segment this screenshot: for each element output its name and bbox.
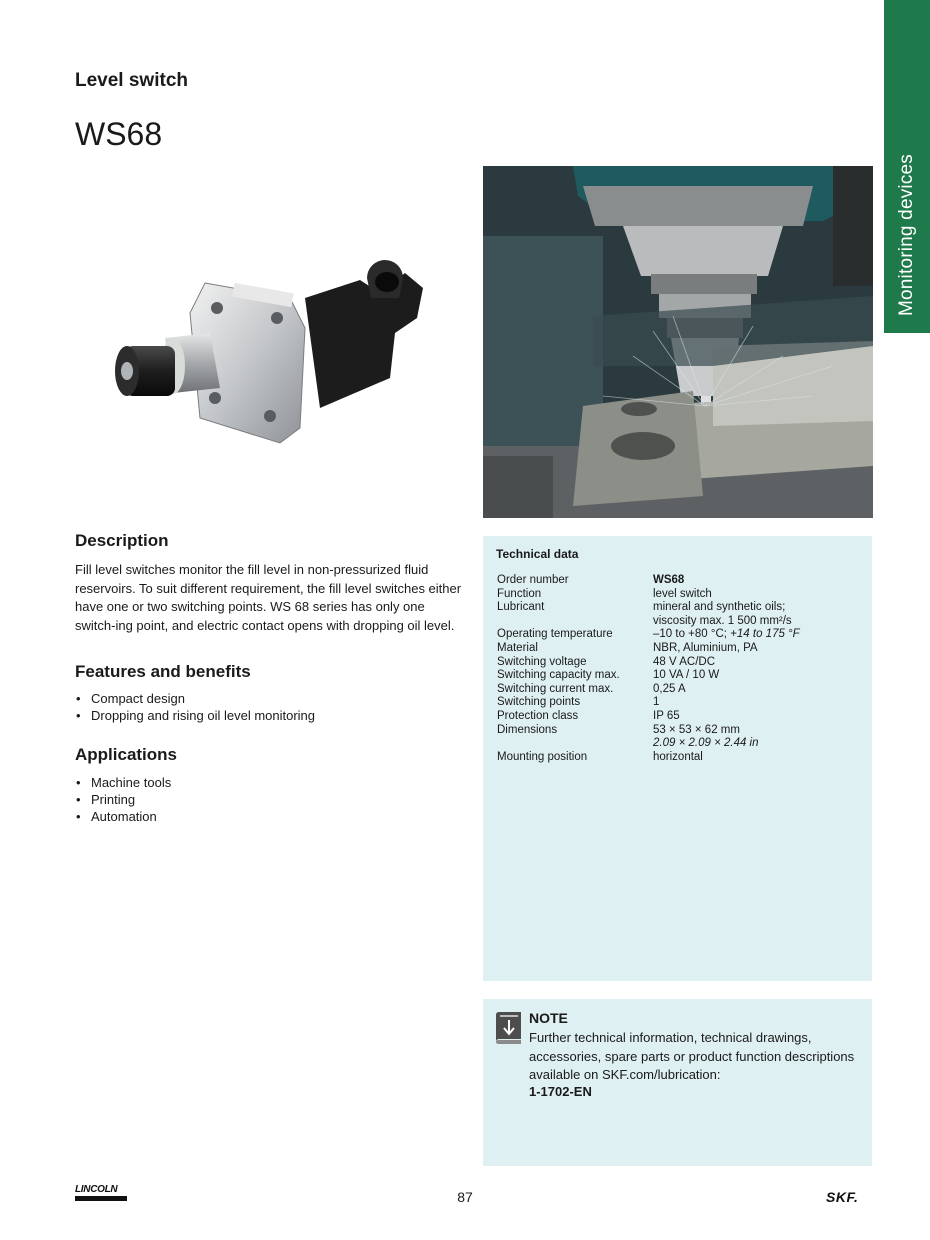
table-row bbox=[497, 615, 867, 629]
spec-label: Protection class bbox=[497, 709, 579, 722]
spec-label: Order number bbox=[497, 574, 569, 586]
list-item: • Automation bbox=[75, 808, 171, 825]
spec-value bbox=[653, 751, 867, 765]
table-row bbox=[497, 628, 867, 642]
spec-value bbox=[653, 737, 867, 751]
spec-value bbox=[653, 574, 867, 588]
machine-photo bbox=[483, 166, 873, 518]
table-row bbox=[497, 669, 867, 683]
skf-logo: SKF. bbox=[826, 1189, 859, 1205]
spec-value-imperial: 2.09 × 2.09 × 2.44 in bbox=[653, 737, 759, 750]
note-text: Further technical information, technical drawings, accessories, spare parts or product function descriptions available on SKF.com/lubrication: bbox=[529, 1030, 855, 1082]
list-item: • Printing bbox=[75, 791, 171, 808]
spec-value-text: horizontal bbox=[653, 750, 703, 763]
list-item: • Dropping and rising oil level monitoring bbox=[75, 707, 315, 724]
applications-list bbox=[75, 774, 171, 825]
note-title: NOTE bbox=[529, 1010, 568, 1026]
product-photo bbox=[105, 258, 435, 458]
spec-value bbox=[653, 724, 867, 738]
spec-value-text: 0,25 A bbox=[653, 682, 686, 695]
note-panel bbox=[483, 999, 872, 1166]
spec-value-text: viscosity max. 1 500 mm²/s bbox=[653, 614, 792, 627]
page-number: 87 bbox=[457, 1189, 473, 1205]
table-row bbox=[497, 751, 867, 765]
spec-label: Switching points bbox=[497, 696, 581, 709]
applications-heading: Applications bbox=[75, 745, 178, 764]
side-tab-label: Monitoring devices bbox=[896, 153, 917, 317]
book-download-icon bbox=[494, 1011, 524, 1045]
spec-value bbox=[653, 656, 867, 670]
spec-value-text: 1 bbox=[653, 696, 660, 709]
list-item: • Compact design bbox=[75, 690, 315, 707]
spec-value bbox=[653, 696, 867, 710]
spec-value bbox=[653, 588, 867, 602]
spec-label bbox=[497, 737, 653, 751]
description-text: Fill level switches monitor the fill level in non-pressurized fluid reservoirs. To suit different requirement, the fill level switches either have one or two switching points. WS 68 series has only one switch-ing point, and electric contact opens with dropping oil level. bbox=[75, 562, 462, 633]
spec-label: Switching current max. bbox=[497, 682, 614, 695]
spec-label: Switching capacity max. bbox=[497, 669, 620, 682]
spec-label: Lubricant bbox=[497, 601, 545, 614]
table-row bbox=[497, 588, 867, 602]
table-row bbox=[497, 710, 867, 724]
lincoln-logo-text: LINCOLN bbox=[75, 1184, 118, 1195]
spec-value-text: level switch bbox=[653, 587, 712, 600]
spec-value-text: IP 65 bbox=[653, 709, 680, 722]
page-title: WS68 bbox=[75, 116, 163, 152]
spec-value-text: WS68 bbox=[653, 574, 685, 586]
spec-value-text: 48 V AC/DC bbox=[653, 655, 715, 668]
spec-label bbox=[497, 615, 653, 629]
table-row bbox=[497, 574, 867, 588]
list-item: • Machine tools bbox=[75, 774, 171, 791]
spec-label: Mounting position bbox=[497, 750, 588, 763]
side-tab[interactable] bbox=[884, 0, 930, 333]
spec-label: Operating temperature bbox=[497, 628, 613, 641]
spec-value bbox=[653, 669, 867, 683]
technical-data-panel bbox=[483, 536, 872, 981]
spec-label: Function bbox=[497, 587, 542, 600]
spec-value bbox=[653, 683, 867, 697]
table-row bbox=[497, 737, 867, 751]
table-row bbox=[497, 642, 867, 656]
spec-label: Switching voltage bbox=[497, 655, 587, 668]
spec-value bbox=[653, 628, 867, 642]
technical-data-title: Technical data bbox=[496, 547, 579, 561]
spec-label: Material bbox=[497, 641, 538, 654]
note-document-code: 1-1702-EN bbox=[529, 1084, 592, 1099]
features-heading: Features and benefits bbox=[75, 662, 251, 681]
features-list bbox=[75, 690, 315, 724]
spec-value-text: 10 VA / 10 W bbox=[653, 669, 720, 682]
spec-value-imperial: +14 to 175 °F bbox=[726, 628, 800, 641]
spec-value-text: mineral and synthetic oils; bbox=[653, 601, 786, 614]
table-row bbox=[497, 601, 867, 615]
table-row bbox=[497, 724, 867, 738]
spec-value-text: NBR, Aluminium, PA bbox=[653, 641, 758, 654]
spec-value bbox=[653, 642, 867, 656]
technical-data-table bbox=[497, 574, 867, 764]
table-row bbox=[497, 656, 867, 670]
section-label: Level switch bbox=[75, 70, 188, 91]
spec-value bbox=[653, 615, 867, 629]
description-heading: Description bbox=[75, 531, 169, 550]
spec-value-text: 53 × 53 × 62 mm bbox=[653, 723, 740, 736]
spec-value bbox=[653, 710, 867, 724]
spec-value-text: –10 to +80 °C; bbox=[653, 628, 727, 641]
table-row bbox=[497, 696, 867, 710]
spec-label: Dimensions bbox=[497, 723, 558, 736]
spec-value bbox=[653, 601, 867, 615]
table-row bbox=[497, 683, 867, 697]
